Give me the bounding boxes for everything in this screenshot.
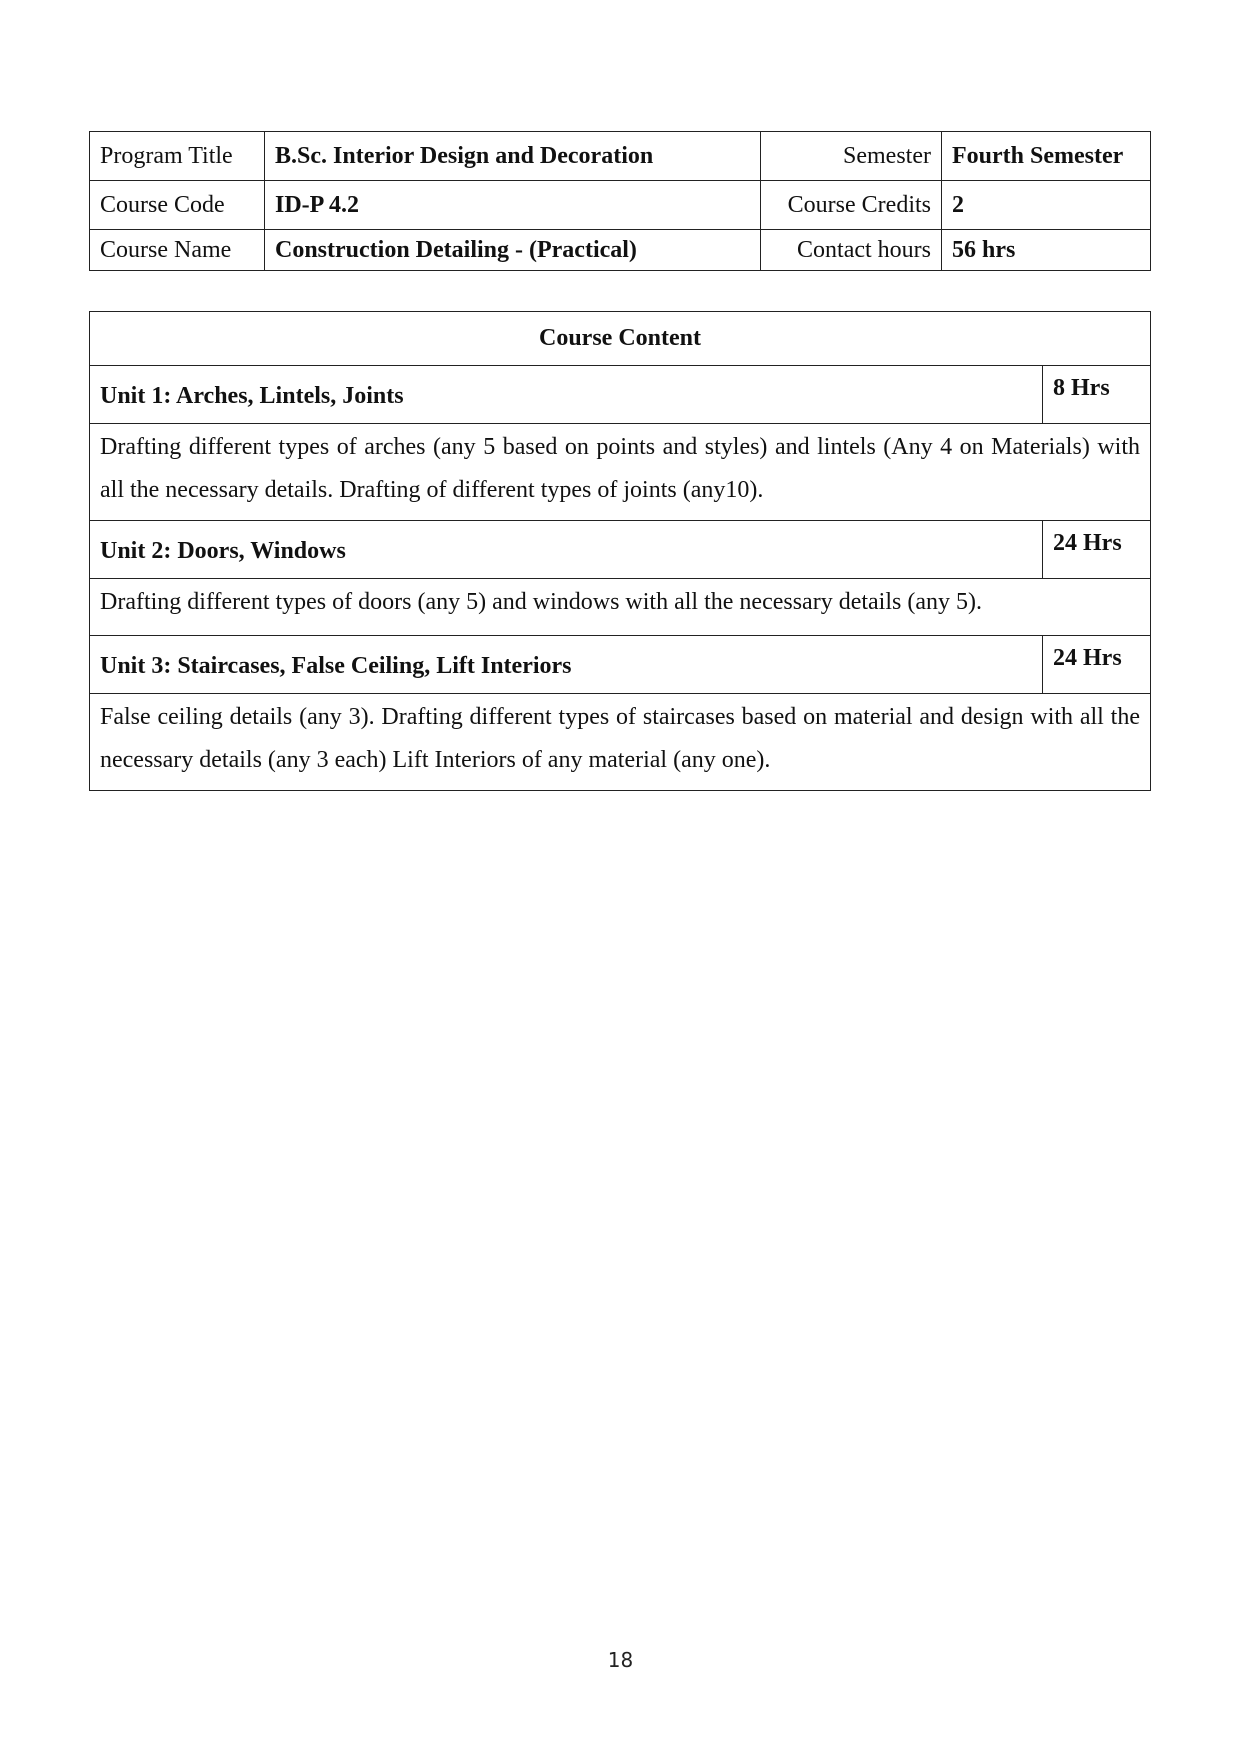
unit-2-title: Unit 2: Doors, Windows xyxy=(90,521,1043,579)
course-name-row xyxy=(90,230,1151,271)
course-content-heading: Course Content xyxy=(90,312,1151,366)
unit-3-description: False ceiling details (any 3). Drafting different types of staircases based on material and design with all the necessary details (any 3 each) Lift Interiors of any material (any one). xyxy=(90,694,1151,791)
unit-3-hours: 24 Hrs xyxy=(1043,636,1151,694)
unit-1-hours: 8 Hrs xyxy=(1043,366,1151,424)
unit-description-row xyxy=(90,694,1151,791)
page-number: 18 xyxy=(607,1648,634,1672)
unit-2-hours: 24 Hrs xyxy=(1043,521,1151,579)
program-title-row xyxy=(90,132,1151,181)
course-credits-label: Course Credits xyxy=(761,181,942,230)
unit-description-row xyxy=(90,579,1151,636)
course-code-label: Course Code xyxy=(90,181,265,230)
unit-row xyxy=(90,636,1151,694)
course-content-table xyxy=(89,311,1151,791)
contact-hours-label: Contact hours xyxy=(761,230,942,271)
program-title-value: B.Sc. Interior Design and Decoration xyxy=(265,132,761,181)
program-title-label: Program Title xyxy=(90,132,265,181)
program-info-table xyxy=(89,131,1151,271)
unit-description-row xyxy=(90,424,1151,521)
course-content-header-row xyxy=(90,312,1151,366)
course-name-value: Construction Detailing - (Practical) xyxy=(265,230,761,271)
unit-1-description: Drafting different types of arches (any 5 based on points and styles) and lintels (Any 4 on Materials) with all the necessary details. Drafting of different types of joints (any10). xyxy=(90,424,1151,521)
contact-hours-value: 56 hrs xyxy=(942,230,1151,271)
unit-3-title: Unit 3: Staircases, False Ceiling, Lift Interiors xyxy=(90,636,1043,694)
unit-1-title: Unit 1: Arches, Lintels, Joints xyxy=(90,366,1043,424)
course-credits-value: 2 xyxy=(942,181,1151,230)
unit-row xyxy=(90,521,1151,579)
unit-2-description: Drafting different types of doors (any 5) and windows with all the necessary details (any 5). xyxy=(90,579,1151,636)
course-code-row xyxy=(90,181,1151,230)
course-name-label: Course Name xyxy=(90,230,265,271)
semester-label: Semester xyxy=(761,132,942,181)
semester-value: Fourth Semester xyxy=(942,132,1151,181)
unit-row xyxy=(90,366,1151,424)
course-code-value: ID-P 4.2 xyxy=(265,181,761,230)
